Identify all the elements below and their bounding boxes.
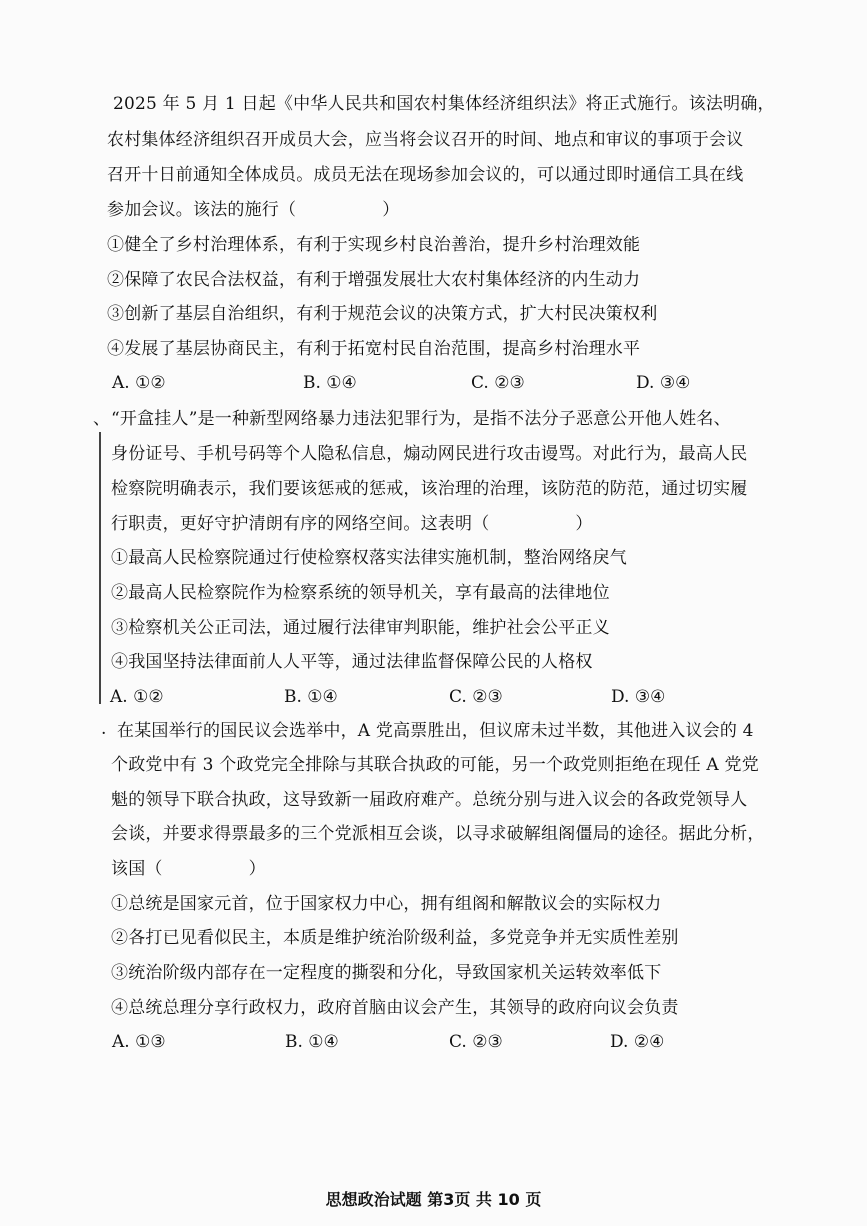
q2-option-b: B. ①④: [284, 687, 338, 707]
q3-statement-4: ④总统总理分享行政权力，政府首脑由议会产生，其领导的政府向议会负责: [111, 998, 679, 1018]
q2-statement-2: ②最高人民检察院作为检察系统的领导机关，享有最高的法律地位: [111, 583, 610, 603]
q2-stem-line-2: 身份证号、手机号码等个人隐私信息，煽动网民进行攻击谩骂。对此行为，最高人民: [111, 444, 748, 464]
q3-statement-2: ②各打已见看似民主，本质是维护统治阶级利益，多党竞争并无实质性差别: [111, 928, 679, 948]
q3-prefix-mark: .: [101, 719, 107, 739]
q3-stem-line-4: 会谈，并要求得票最多的三个党派相互会谈，以寻求破解组阁僵局的途径。据此分析，: [111, 824, 765, 844]
q2-stem-line-3: 检察院明确表示，我们要该惩戒的惩戒，该治理的治理，该防范的防范，通过切实履: [111, 479, 748, 499]
q1-statement-2: ②保障了农民合法权益，有利于增强发展壮大农村集体经济的内生动力: [107, 270, 641, 290]
q1-statement-1: ①健全了乡村治理体系，有利于实现乡村良治善治，提升乡村治理效能: [107, 235, 641, 255]
q3-option-a: A. ①③: [112, 1032, 166, 1052]
q3-statement-3: ③统治阶级内部存在一定程度的撕裂和分化，导致国家机关运转效率低下: [111, 963, 662, 983]
q1-option-c: C. ②③: [471, 373, 525, 393]
q2-option-d: D. ③④: [611, 687, 666, 707]
q3-option-d: D. ②④: [610, 1032, 665, 1052]
page-footer: 思想政治试题 第3页 共 10 页: [325, 1190, 542, 1209]
q3-option-c: C. ②③: [449, 1032, 503, 1052]
q1-option-a: A. ①②: [112, 373, 166, 393]
q3-stem-line-3: 魁的领导下联合执政，这导致新一届政府难产。总统分别与进入议会的各政党领导人: [111, 790, 748, 810]
q2-option-c: C. ②③: [449, 687, 503, 707]
q1-stem-line-2: 农村集体经济组织召开成员大会，应当将会议召开的时间、地点和审议的事项于会议: [107, 130, 744, 150]
q2-statement-1: ①最高人民检察院通过行使检察权落实法律实施机制，整治网络戾气: [111, 548, 627, 568]
q3-stem-line-2: 个政党中有 3 个政党完全排除与其联合执政的可能，另一个政党则拒绝在现任 A 党党: [111, 755, 759, 775]
q3-stem-line-5: 该国（ ）: [111, 859, 266, 879]
q3-statement-1: ①总统是国家元首，位于国家权力中心，拥有组阁和解散议会的实际权力: [111, 894, 662, 914]
q2-option-a: A. ①②: [110, 687, 164, 707]
q2-stem-line-1: “开盒挂人”是一种新型网络暴力违法犯罪行为，是指不法分子恶意公开他人姓名、: [111, 409, 731, 429]
q1-statement-4: ④发展了基层协商民主，有利于拓宽村民自治范围，提高乡村治理水平: [107, 339, 641, 359]
q1-option-b: B. ①④: [303, 373, 357, 393]
q1-stem-line-4: 参加会议。该法的施行（ ）: [107, 200, 400, 220]
q2-statement-3: ③检察机关公正司法，通过履行法律审判职能，维护社会公平正义: [111, 618, 610, 638]
q3-stem-line-1: 在某国举行的国民议会选举中，A 党高票胜出，但议席未过半数，其他进入议会的 4: [117, 721, 754, 741]
q3-option-b: B. ①④: [285, 1032, 339, 1052]
q2-statement-4: ④我国坚持法律面前人人平等，通过法律监督保障公民的人格权: [111, 652, 593, 672]
margin-line: [99, 432, 101, 704]
q1-stem-line-1: 2025 年 5 月 1 日起《中华人民共和国农村集体经济组织法》将正式施行。该法明确，: [113, 94, 775, 114]
q2-prefix-mark: 、: [93, 409, 110, 429]
q1-stem-line-3: 召开十日前通知全体成员。成员无法在现场参加会议的，可以通过即时通信工具在线: [107, 165, 744, 185]
q1-option-d: D. ③④: [636, 373, 691, 393]
q1-statement-3: ③创新了基层自治组织，有利于规范会议的决策方式，扩大村民决策权利: [107, 304, 658, 324]
q2-stem-line-4: 行职责，更好守护清朗有序的网络空间。这表明（ ）: [111, 514, 593, 534]
